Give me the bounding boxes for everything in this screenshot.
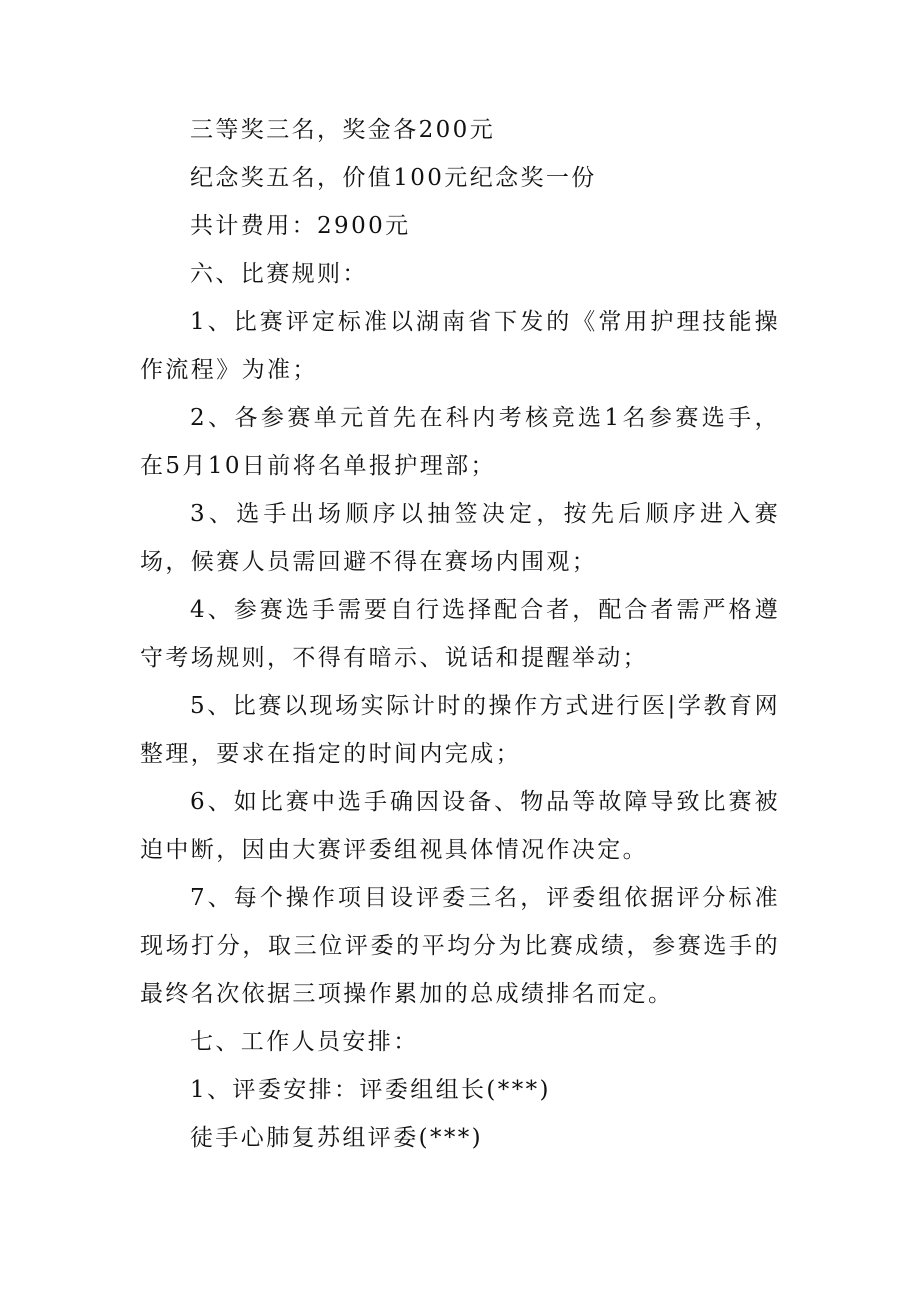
- paragraph-prize-third: 三等奖三名，奖金各200元: [190, 117, 496, 143]
- document-body: [140, 106, 780, 1162]
- rule-item-7: 7、每个操作项目设评委三名，评委组依据评分标准现场打分，取三位评委的平均分为比赛成绩，参赛选手的最终名次依据三项操作累加的总成绩排名而定。: [140, 885, 780, 1007]
- rule-item-3: 3、选手出场顺序以抽签决定，按先后顺序进入赛场，候赛人员需回避不得在赛场内围观；: [140, 501, 780, 575]
- rule-item-2: 2、各参赛单元首先在科内考核竞选1名参赛选手，在5月10日前将名单报护理部；: [140, 405, 780, 479]
- rule-item-5: 5、比赛以现场实际计时的操作方式进行医|学教育网整理，要求在指定的时间内完成；: [140, 693, 780, 767]
- rule-item-6: 6、如比赛中选手确因设备、物品等故障导致比赛被迫中断，因由大赛评委组视具体情况作决定。: [140, 789, 780, 863]
- paragraph-prize-souvenir: 纪念奖五名，价值100元纪念奖一份: [190, 165, 597, 191]
- section-heading-staff: 七、工作人员安排：: [190, 1029, 419, 1055]
- staff-item-cpr-judges: 徒手心肺复苏组评委(***): [190, 1125, 484, 1151]
- section-heading-rules: 六、比赛规则：: [190, 261, 368, 287]
- rule-item-1: 1、比赛评定标准以湖南省下发的《常用护理技能操作流程》为准；: [140, 309, 780, 383]
- staff-item-1: 1、评委安排：评委组组长(***): [190, 1077, 551, 1103]
- rule-item-4: 4、参赛选手需要自行选择配合者，配合者需严格遵守考场规则，不得有暗示、说话和提醒举动；: [140, 597, 780, 671]
- paragraph-total-cost: 共计费用：2900元: [190, 213, 411, 239]
